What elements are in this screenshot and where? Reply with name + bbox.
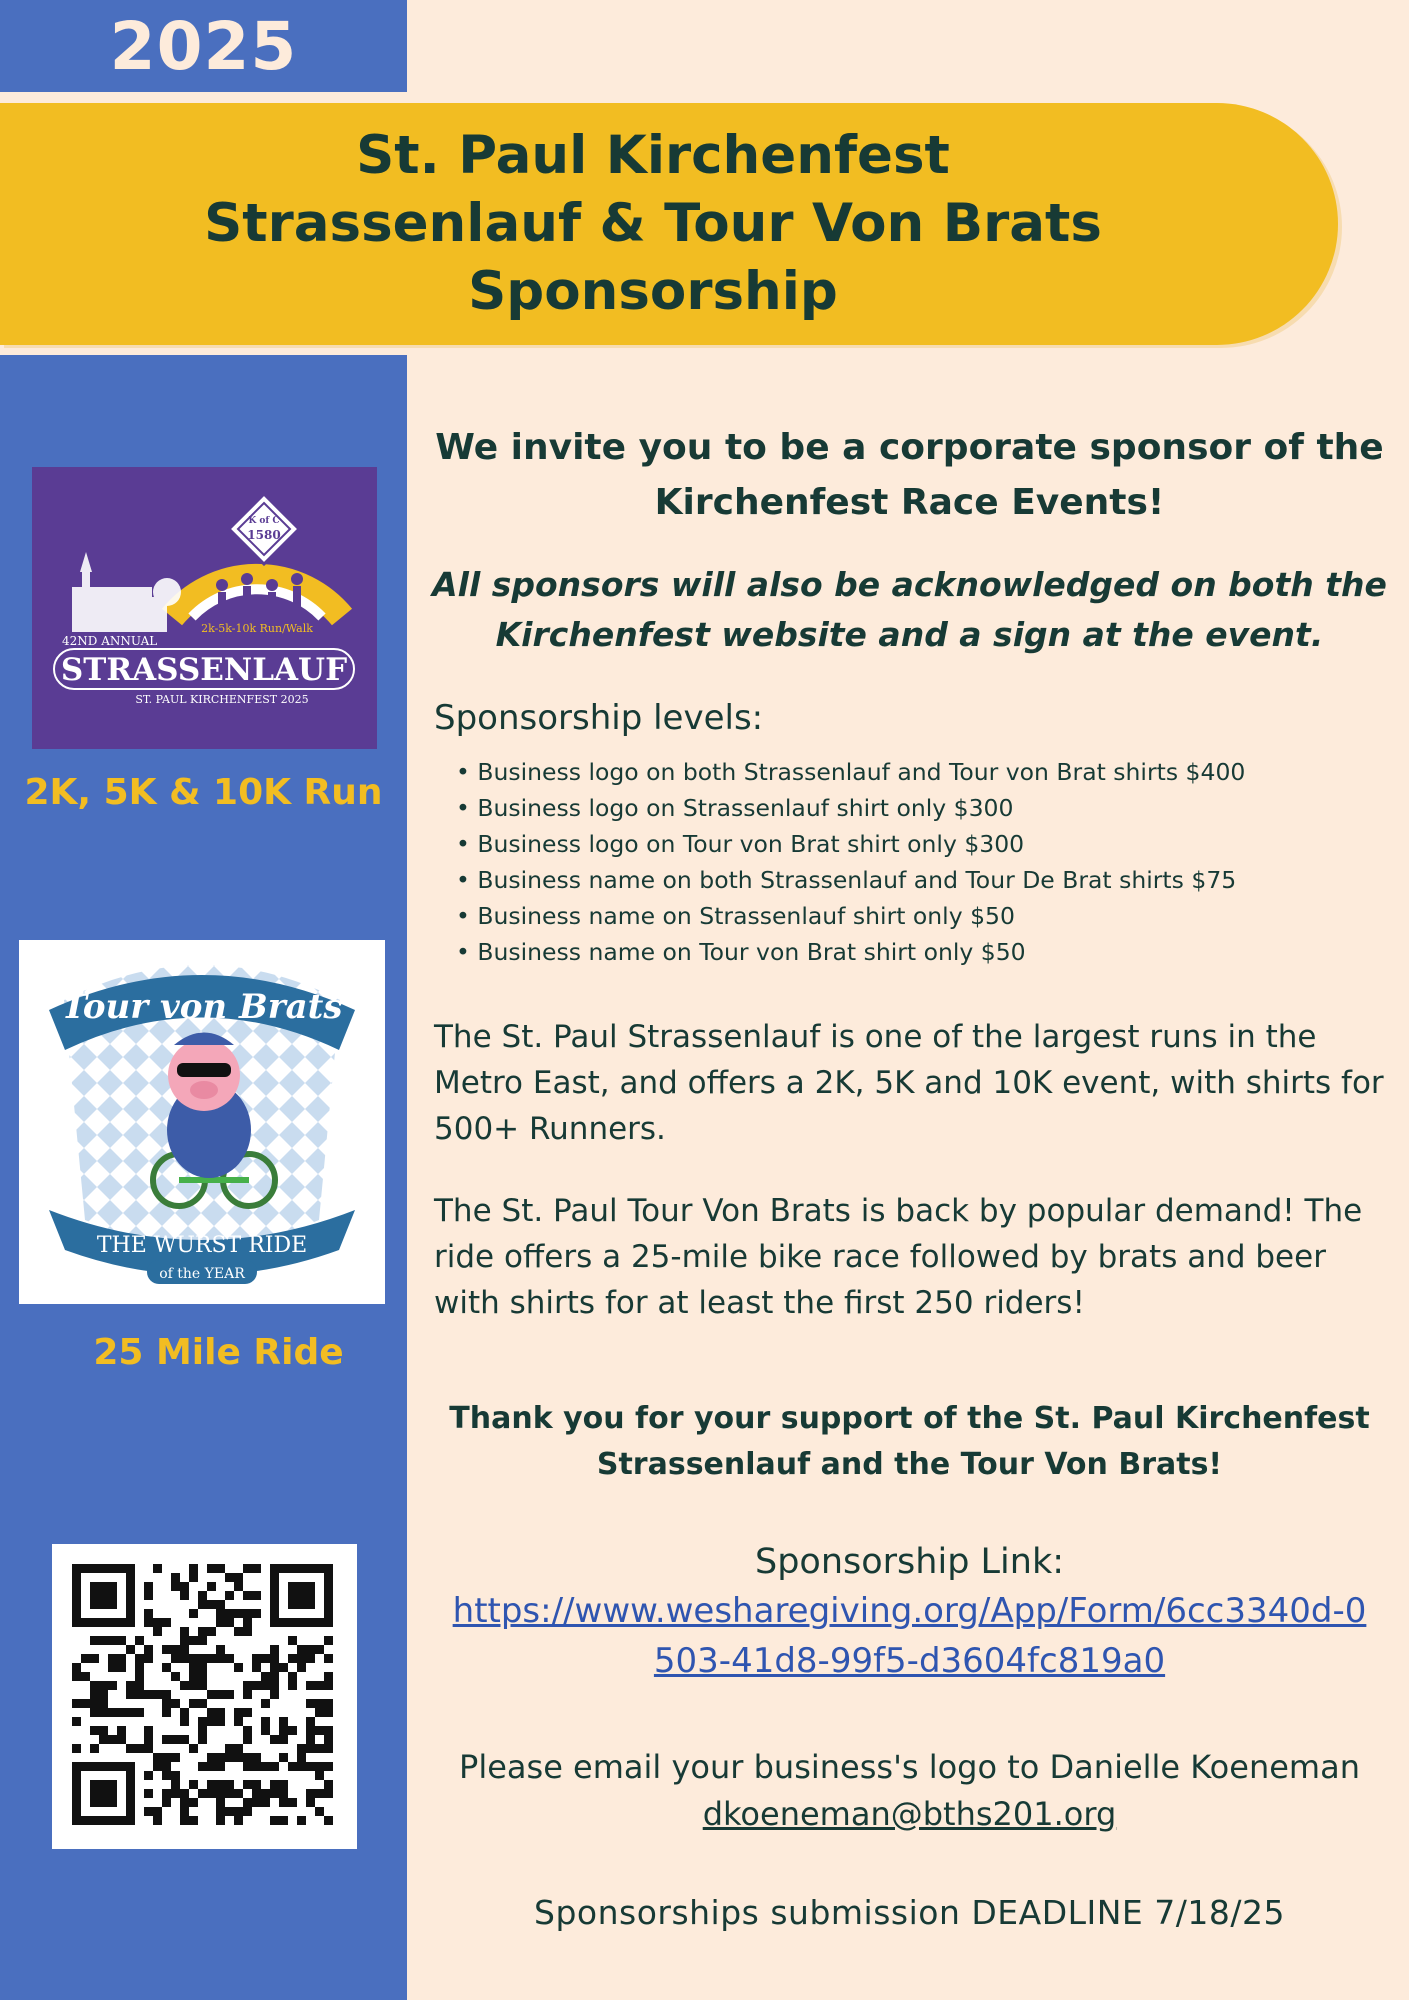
council-number: 1580 bbox=[247, 528, 281, 542]
tour-logo-top: Tour von Brats bbox=[61, 987, 343, 1027]
title-line-2: Strassenlauf & Tour Von Brats bbox=[204, 193, 1102, 254]
level-item: • Business logo on Tour von Brat shirt only $300 bbox=[456, 826, 1387, 862]
tour-logo-bottom: THE WURST RIDE bbox=[96, 1233, 308, 1258]
email-instruction bbox=[432, 1744, 1387, 1838]
sponsorship-link-label: Sponsorship Link: bbox=[754, 1542, 1065, 1582]
tour-logo-small: of the YEAR bbox=[159, 1266, 245, 1282]
level-item: • Business name on Tour von Brat shirt only $50 bbox=[456, 934, 1387, 970]
deadline-text: Sponsorships submission DEADLINE 7/18/25 bbox=[534, 1893, 1285, 1932]
level-item: • Business name on Strassenlauf shirt only $50 bbox=[456, 898, 1387, 934]
email-instruction-text: Please email your business's logo to Danielle Koeneman bbox=[459, 1748, 1360, 1786]
tour-logo-art bbox=[19, 940, 385, 1304]
acknowledgement-text: All sponsors will also be acknowledged on both the Kirchenfest website and a sign at the event. bbox=[432, 565, 1387, 654]
invite-heading: We invite you to be a corporate sponsor of the Kirchenfest Race Events! bbox=[435, 427, 1384, 523]
strassenlauf-logo-art bbox=[32, 467, 377, 749]
sponsorship-link[interactable]: https://www.wesharegiving.org/App/Form/6cc3340d-0503-41d8-99f5-d3604fc819a0 bbox=[452, 1591, 1367, 1681]
level-item: • Business name on both Strassenlauf and Tour De Brat shirts $75 bbox=[456, 862, 1387, 898]
levels-title: Sponsorship levels: bbox=[434, 698, 764, 738]
title-banner bbox=[0, 103, 1338, 345]
title-line-3: Sponsorship bbox=[468, 261, 838, 322]
ride-caption: 25 Mile Ride bbox=[93, 1332, 344, 1373]
kofc-text: K of C bbox=[248, 516, 280, 526]
sponsorship-levels-list bbox=[456, 754, 1387, 970]
logo-name: STRASSENLAUF bbox=[60, 652, 348, 688]
strassenlauf-logo bbox=[32, 467, 377, 749]
title-line-1: St. Paul Kirchenfest bbox=[356, 125, 950, 186]
year-badge: 2025 bbox=[0, 0, 407, 92]
contact-email-link[interactable]: dkoeneman@bths201.org bbox=[702, 1795, 1117, 1833]
qr-code[interactable] bbox=[52, 1544, 357, 1849]
run-caption: 2K, 5K & 10K Run bbox=[24, 772, 383, 813]
logo-sub: ST. PAUL KIRCHENFEST 2025 bbox=[135, 693, 309, 706]
level-item: • Business logo on Strassenlauf shirt only $300 bbox=[456, 790, 1387, 826]
qr-code-art bbox=[52, 1544, 357, 1849]
strassenlauf-description: The St. Paul Strassenlauf is one of the largest runs in the Metro East, and offers a 2K, 5K and 10K event, with shirts for 500+ Runners. bbox=[434, 1019, 1384, 1147]
logo-top-text: 2k-5k-10k Run/Walk bbox=[201, 622, 313, 635]
logo-annual: 42ND ANNUAL bbox=[62, 634, 158, 648]
thank-you-text: Thank you for your support of the St. Paul Kirchenfest Strassenlauf and the Tour Von Brats! bbox=[449, 1401, 1370, 1482]
tour-description: The St. Paul Tour Von Brats is back by popular demand! The ride offers a 25-mile bike race followed by brats and beer with shirts for at least the first 250 riders! bbox=[434, 1193, 1363, 1321]
tour-von-brats-logo bbox=[19, 940, 385, 1304]
main-content bbox=[432, 420, 1387, 1932]
level-item: • Business logo on both Strassenlauf and Tour von Brat shirts $400 bbox=[456, 754, 1387, 790]
